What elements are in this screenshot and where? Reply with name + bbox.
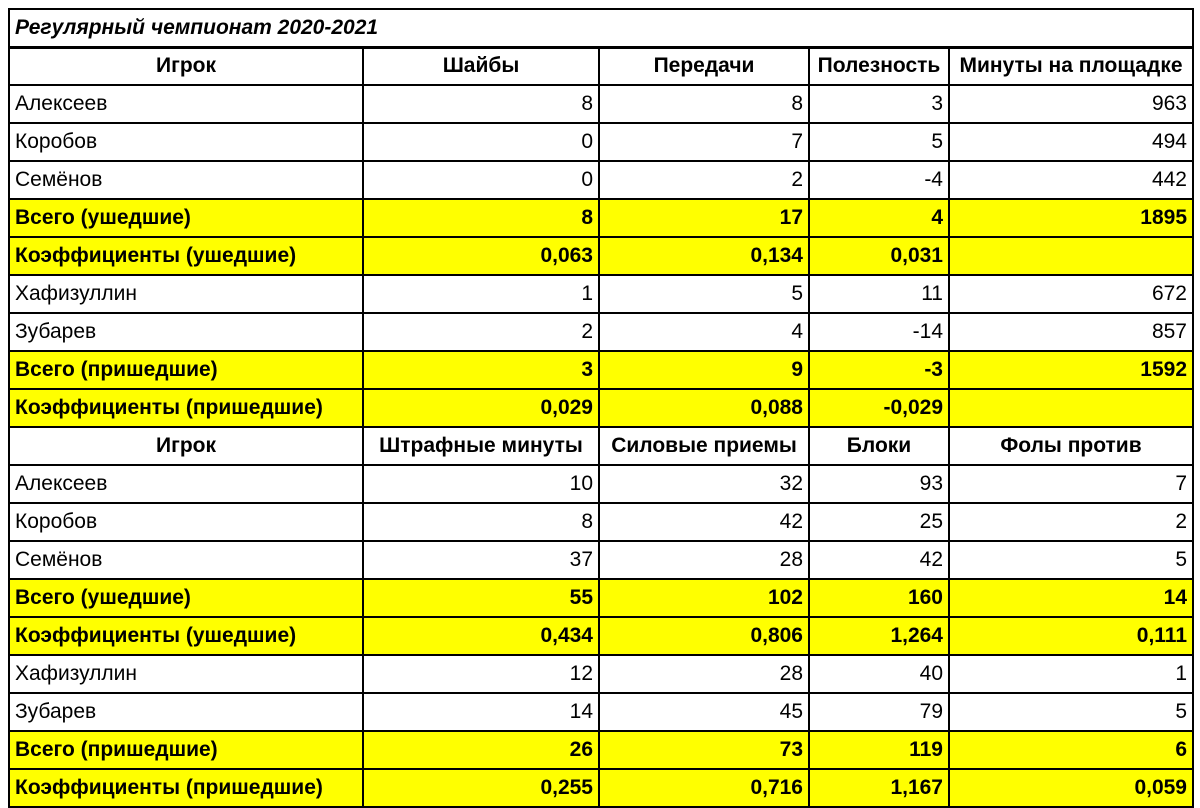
table-row — [9, 313, 1193, 351]
column-header: Штрафные минуты — [363, 427, 599, 465]
value-cell: 42 — [809, 541, 949, 579]
value-cell: 14 — [949, 579, 1193, 617]
row-label-cell: Коэффициенты (ушедшие) — [9, 617, 363, 655]
value-cell: -3 — [809, 351, 949, 389]
row-label-cell: Всего (пришедшие) — [9, 731, 363, 769]
value-cell: 11 — [809, 275, 949, 313]
row-label-cell: Всего (пришедшие) — [9, 351, 363, 389]
table-row — [9, 655, 1193, 693]
section2-header-row — [9, 427, 1193, 465]
table-row — [9, 503, 1193, 541]
value-cell: 2 — [363, 313, 599, 351]
value-cell: 8 — [599, 85, 809, 123]
row-label-cell: Коэффициенты (пришедшие) — [9, 389, 363, 427]
value-cell: 672 — [949, 275, 1193, 313]
value-cell: -0,029 — [809, 389, 949, 427]
row-label-cell: Зубарев — [9, 313, 363, 351]
value-cell: 160 — [809, 579, 949, 617]
column-header: Игрок — [9, 47, 363, 85]
column-header: Шайбы — [363, 47, 599, 85]
table-title: Регулярный чемпионат 2020-2021 — [9, 9, 1193, 47]
value-cell: 1,264 — [809, 617, 949, 655]
summary-row — [9, 237, 1193, 275]
table-row — [9, 123, 1193, 161]
value-cell: 7 — [599, 123, 809, 161]
value-cell: 14 — [363, 693, 599, 731]
row-label-cell: Семёнов — [9, 541, 363, 579]
row-label-cell: Хафизуллин — [9, 275, 363, 313]
value-cell: 5 — [949, 541, 1193, 579]
value-cell: 42 — [599, 503, 809, 541]
value-cell: 7 — [949, 465, 1193, 503]
value-cell: 8 — [363, 199, 599, 237]
column-header: Силовые приемы — [599, 427, 809, 465]
value-cell — [949, 389, 1193, 427]
value-cell: 442 — [949, 161, 1193, 199]
value-cell: 9 — [599, 351, 809, 389]
column-header: Фолы против — [949, 427, 1193, 465]
summary-row — [9, 199, 1193, 237]
value-cell: 0,806 — [599, 617, 809, 655]
value-cell: 6 — [949, 731, 1193, 769]
value-cell: -4 — [809, 161, 949, 199]
value-cell: 93 — [809, 465, 949, 503]
row-label-cell: Алексеев — [9, 85, 363, 123]
row-label-cell: Коэффициенты (пришедшие) — [9, 769, 363, 807]
value-cell: 0,088 — [599, 389, 809, 427]
stats-table — [8, 8, 1194, 808]
section1-header-row — [9, 47, 1193, 85]
row-label-cell: Хафизуллин — [9, 655, 363, 693]
summary-row — [9, 389, 1193, 427]
title-row — [9, 9, 1193, 47]
value-cell: 0,134 — [599, 237, 809, 275]
value-cell: 0,059 — [949, 769, 1193, 807]
value-cell: 0,434 — [363, 617, 599, 655]
table-row — [9, 161, 1193, 199]
value-cell: 102 — [599, 579, 809, 617]
value-cell: 4 — [599, 313, 809, 351]
value-cell: 79 — [809, 693, 949, 731]
value-cell: 1,167 — [809, 769, 949, 807]
value-cell: 8 — [363, 503, 599, 541]
value-cell: 0 — [363, 123, 599, 161]
row-label-cell: Коэффициенты (ушедшие) — [9, 237, 363, 275]
row-label-cell: Всего (ушедшие) — [9, 579, 363, 617]
row-label-cell: Коробов — [9, 503, 363, 541]
row-label-cell: Алексеев — [9, 465, 363, 503]
row-label-cell: Зубарев — [9, 693, 363, 731]
value-cell: 10 — [363, 465, 599, 503]
row-label-cell: Всего (ушедшие) — [9, 199, 363, 237]
value-cell: 25 — [809, 503, 949, 541]
value-cell: 2 — [599, 161, 809, 199]
value-cell: 37 — [363, 541, 599, 579]
value-cell: 40 — [809, 655, 949, 693]
value-cell: 28 — [599, 541, 809, 579]
value-cell: 0,255 — [363, 769, 599, 807]
value-cell: 17 — [599, 199, 809, 237]
summary-row — [9, 351, 1193, 389]
value-cell: 28 — [599, 655, 809, 693]
value-cell: 2 — [949, 503, 1193, 541]
table-row — [9, 275, 1193, 313]
value-cell: 1592 — [949, 351, 1193, 389]
value-cell: 0,063 — [363, 237, 599, 275]
value-cell: 857 — [949, 313, 1193, 351]
value-cell: 12 — [363, 655, 599, 693]
value-cell: 1 — [363, 275, 599, 313]
column-header: Игрок — [9, 427, 363, 465]
column-header: Передачи — [599, 47, 809, 85]
value-cell — [949, 237, 1193, 275]
value-cell: 4 — [809, 199, 949, 237]
column-header: Полезность — [809, 47, 949, 85]
table-row — [9, 85, 1193, 123]
value-cell: 0,716 — [599, 769, 809, 807]
value-cell: 45 — [599, 693, 809, 731]
value-cell: 494 — [949, 123, 1193, 161]
summary-row — [9, 731, 1193, 769]
table-row — [9, 541, 1193, 579]
value-cell: 8 — [363, 85, 599, 123]
value-cell: 3 — [363, 351, 599, 389]
value-cell: 0,029 — [363, 389, 599, 427]
value-cell: 73 — [599, 731, 809, 769]
value-cell: 1 — [949, 655, 1193, 693]
value-cell: 0,111 — [949, 617, 1193, 655]
summary-row — [9, 769, 1193, 807]
value-cell: 5 — [599, 275, 809, 313]
value-cell: 3 — [809, 85, 949, 123]
value-cell: -14 — [809, 313, 949, 351]
stats-sheet — [8, 8, 1192, 808]
value-cell: 0 — [363, 161, 599, 199]
value-cell: 5 — [809, 123, 949, 161]
table-row — [9, 465, 1193, 503]
value-cell: 32 — [599, 465, 809, 503]
value-cell: 0,031 — [809, 237, 949, 275]
value-cell: 5 — [949, 693, 1193, 731]
column-header: Минуты на площадке — [949, 47, 1193, 85]
value-cell: 963 — [949, 85, 1193, 123]
table-row — [9, 693, 1193, 731]
summary-row — [9, 579, 1193, 617]
row-label-cell: Семёнов — [9, 161, 363, 199]
value-cell: 119 — [809, 731, 949, 769]
value-cell: 26 — [363, 731, 599, 769]
column-header: Блоки — [809, 427, 949, 465]
value-cell: 55 — [363, 579, 599, 617]
row-label-cell: Коробов — [9, 123, 363, 161]
summary-row — [9, 617, 1193, 655]
value-cell: 1895 — [949, 199, 1193, 237]
